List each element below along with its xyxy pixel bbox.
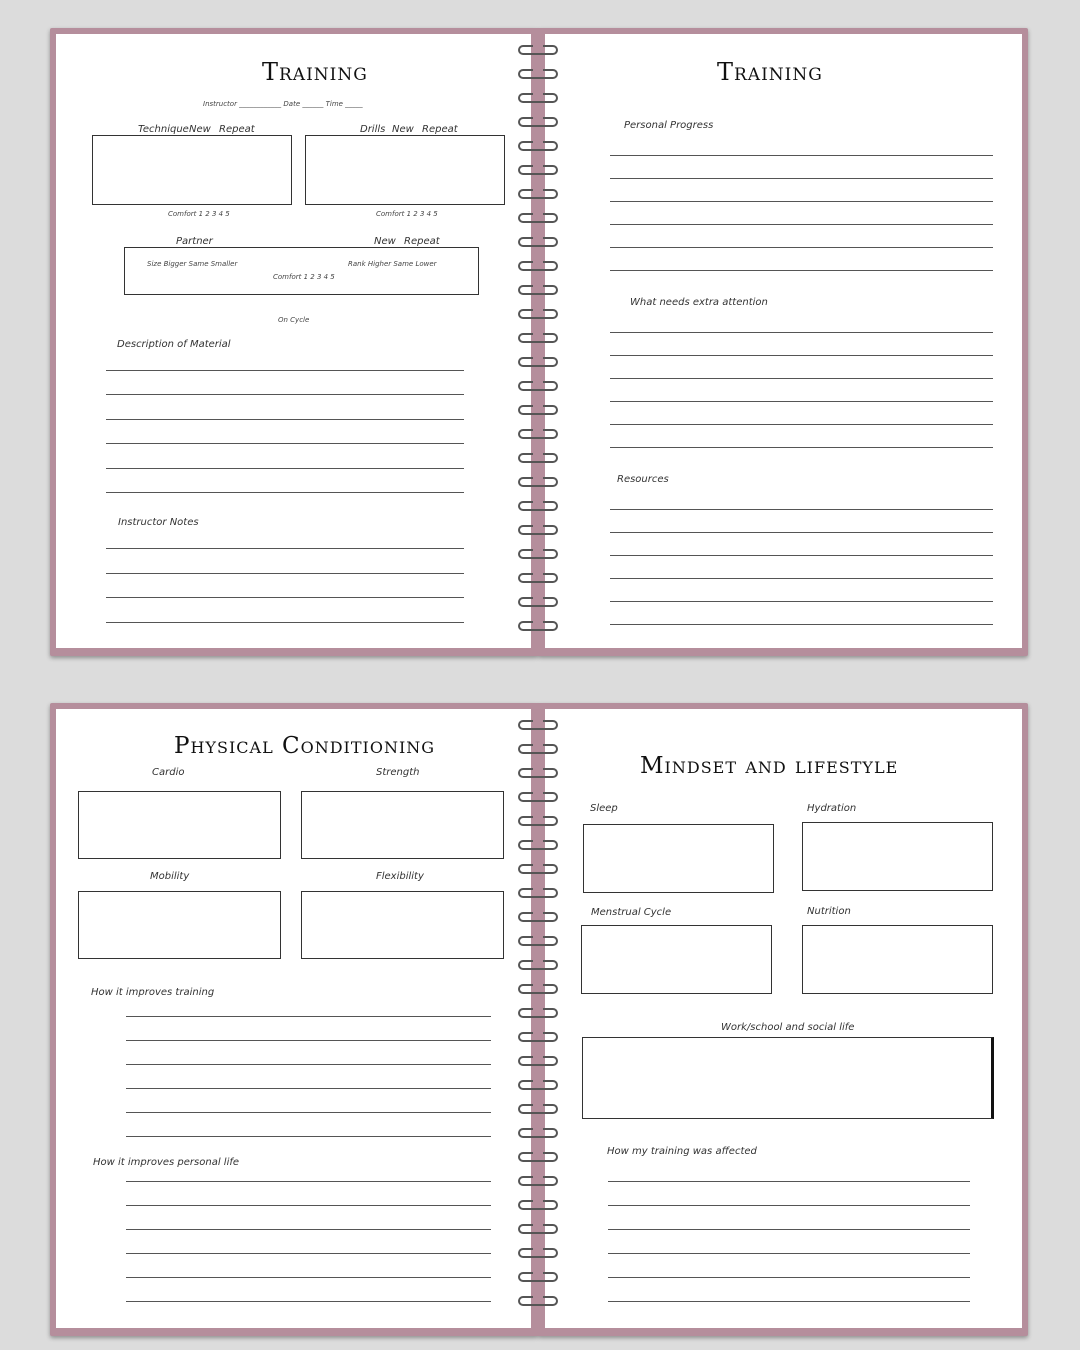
spiral-ring: [515, 1271, 561, 1280]
page-physical-conditioning: [50, 703, 538, 1336]
spiral-ring: [515, 1247, 561, 1256]
technique-box[interactable]: [92, 135, 292, 205]
sleep-box[interactable]: [583, 824, 774, 893]
spiral-ring: [515, 188, 561, 197]
spiral-ring: [515, 1055, 561, 1064]
spiral-binding: [515, 715, 561, 1324]
drills-box[interactable]: [305, 135, 505, 205]
nutrition-box[interactable]: [802, 925, 993, 994]
spiral-ring: [515, 1127, 561, 1136]
spiral-ring: [515, 260, 561, 269]
spiral-ring: [515, 500, 561, 509]
improves-training-line[interactable]: [126, 1016, 491, 1017]
resources-line[interactable]: [610, 532, 993, 533]
partner-label: Partner: [176, 236, 213, 247]
attention-line[interactable]: [610, 378, 993, 379]
technique-label: Technique: [138, 124, 189, 135]
extra-attention-label: What needs extra attention: [630, 297, 768, 308]
attention-line[interactable]: [610, 355, 993, 356]
page-title: Training: [717, 58, 823, 86]
mobility-label: Mobility: [150, 871, 190, 882]
spiral-ring: [515, 524, 561, 533]
partner-comfort-scale: Comfort 1 2 3 4 5: [273, 273, 335, 281]
improves-life-line[interactable]: [126, 1253, 491, 1254]
description-line[interactable]: [106, 468, 464, 469]
spiral-ring: [515, 863, 561, 872]
spiral-ring: [515, 815, 561, 824]
spiral-ring: [515, 983, 561, 992]
spiral-ring: [515, 572, 561, 581]
attention-line[interactable]: [610, 401, 993, 402]
description-label: Description of Material: [117, 339, 231, 350]
spiral-ring: [515, 1295, 561, 1304]
spiral-ring: [515, 935, 561, 944]
sleep-label: Sleep: [590, 803, 618, 814]
progress-line[interactable]: [610, 201, 993, 202]
work-social-label: Work/school and social life: [721, 1022, 855, 1033]
work-social-box[interactable]: [582, 1037, 994, 1119]
affected-line[interactable]: [608, 1181, 970, 1182]
partner-repeat-label: Repeat: [404, 236, 440, 247]
affected-line[interactable]: [608, 1277, 970, 1278]
notes-line[interactable]: [106, 573, 464, 574]
progress-line[interactable]: [610, 224, 993, 225]
improves-life-label: How it improves personal life: [93, 1157, 240, 1168]
page-title: Training: [262, 58, 368, 86]
flexibility-box[interactable]: [301, 891, 504, 959]
personal-progress-label: Personal Progress: [624, 120, 714, 131]
spiral-ring: [515, 1103, 561, 1112]
resources-line[interactable]: [610, 578, 993, 579]
cardio-box[interactable]: [78, 791, 281, 859]
spiral-ring: [515, 620, 561, 629]
spiral-ring: [515, 596, 561, 605]
training-affected-label: How my training was affected: [607, 1146, 757, 1157]
page-training-left: [50, 28, 538, 656]
improves-training-line[interactable]: [126, 1136, 491, 1137]
resources-label: Resources: [617, 474, 669, 485]
spiral-ring: [515, 791, 561, 800]
improves-life-line[interactable]: [126, 1181, 491, 1182]
spiral-ring: [515, 308, 561, 317]
description-line[interactable]: [106, 419, 464, 420]
improves-life-line[interactable]: [126, 1277, 491, 1278]
description-line[interactable]: [106, 443, 464, 444]
improves-life-line[interactable]: [126, 1205, 491, 1206]
affected-line[interactable]: [608, 1301, 970, 1302]
progress-line[interactable]: [610, 270, 993, 271]
spiral-binding: [515, 40, 561, 644]
spiral-ring: [515, 140, 561, 149]
page-training-right: [538, 28, 1028, 656]
size-row: Size Bigger Same Smaller: [147, 260, 238, 268]
menstrual-cycle-label: Menstrual Cycle: [591, 907, 672, 918]
spiral-ring: [515, 164, 561, 173]
spiral-ring: [515, 1199, 561, 1208]
drills-label: Drills: [360, 124, 386, 135]
technique-new-label: New: [189, 124, 211, 135]
drills-comfort-scale: Comfort 1 2 3 4 5: [376, 210, 438, 218]
technique-comfort-scale: Comfort 1 2 3 4 5: [168, 210, 230, 218]
progress-line[interactable]: [610, 178, 993, 179]
spiral-ring: [515, 476, 561, 485]
description-line[interactable]: [106, 492, 464, 493]
affected-line[interactable]: [608, 1253, 970, 1254]
progress-line[interactable]: [610, 155, 993, 156]
strength-label: Strength: [376, 767, 420, 778]
spiral-ring: [515, 839, 561, 848]
partner-box[interactable]: [124, 247, 479, 295]
spiral-ring: [515, 236, 561, 245]
spiral-ring: [515, 1079, 561, 1088]
notebook-spread-training: [50, 28, 1028, 656]
spiral-ring: [515, 959, 561, 968]
improves-training-line[interactable]: [126, 1112, 491, 1113]
spiral-ring: [515, 452, 561, 461]
drills-new-label: New: [392, 124, 414, 135]
notebook-spread-conditioning: [50, 703, 1028, 1336]
affected-line[interactable]: [608, 1205, 970, 1206]
affected-line[interactable]: [608, 1229, 970, 1230]
spiral-ring: [515, 356, 561, 365]
description-line[interactable]: [106, 394, 464, 395]
spiral-ring: [515, 1223, 561, 1232]
spiral-ring: [515, 887, 561, 896]
resources-line[interactable]: [610, 624, 993, 625]
drills-repeat-label: Repeat: [422, 124, 458, 135]
resources-line[interactable]: [610, 555, 993, 556]
improves-training-line[interactable]: [126, 1040, 491, 1041]
header-fields: Instructor ____________ Date ______ Time _____: [203, 100, 363, 108]
improves-training-label: How it improves training: [91, 987, 215, 998]
spiral-ring: [515, 92, 561, 101]
instructor-notes-label: Instructor Notes: [118, 517, 199, 528]
spiral-ring: [515, 380, 561, 389]
description-line[interactable]: [106, 370, 464, 371]
spiral-ring: [515, 1031, 561, 1040]
spiral-ring: [515, 44, 561, 53]
resources-line[interactable]: [610, 509, 993, 510]
page-title: Mindset and lifestyle: [640, 753, 899, 779]
spiral-ring: [515, 743, 561, 752]
attention-line[interactable]: [610, 332, 993, 333]
strength-box[interactable]: [301, 791, 504, 859]
cardio-label: Cardio: [152, 767, 185, 778]
nutrition-label: Nutrition: [807, 906, 851, 917]
spiral-ring: [515, 332, 561, 341]
page-mindset-lifestyle: [538, 703, 1028, 1336]
notes-line[interactable]: [106, 597, 464, 598]
spiral-ring: [515, 212, 561, 221]
spiral-ring: [515, 404, 561, 413]
improves-life-line[interactable]: [126, 1229, 491, 1230]
progress-line[interactable]: [610, 247, 993, 248]
notes-line[interactable]: [106, 548, 464, 549]
mobility-box[interactable]: [78, 891, 281, 959]
improves-training-line[interactable]: [126, 1064, 491, 1065]
spiral-ring: [515, 1151, 561, 1160]
partner-new-label: New: [374, 236, 396, 247]
notes-line[interactable]: [106, 622, 464, 623]
attention-line[interactable]: [610, 447, 993, 448]
spiral-ring: [515, 767, 561, 776]
spiral-ring: [515, 116, 561, 125]
attention-line[interactable]: [610, 424, 993, 425]
spiral-ring: [515, 548, 561, 557]
flexibility-label: Flexibility: [376, 871, 424, 882]
menstrual-cycle-box[interactable]: [581, 925, 772, 994]
spiral-ring: [515, 1175, 561, 1184]
on-cycle-label: On Cycle: [278, 316, 310, 324]
spiral-ring: [515, 284, 561, 293]
improves-training-line[interactable]: [126, 1088, 491, 1089]
spiral-ring: [515, 719, 561, 728]
improves-life-line[interactable]: [126, 1301, 491, 1302]
spiral-ring: [515, 1007, 561, 1016]
spiral-ring: [515, 68, 561, 77]
resources-line[interactable]: [610, 601, 993, 602]
spiral-ring: [515, 911, 561, 920]
spiral-ring: [515, 428, 561, 437]
hydration-label: Hydration: [807, 803, 857, 814]
page-title: Physical Conditioning: [174, 733, 436, 759]
hydration-box[interactable]: [802, 822, 993, 891]
technique-repeat-label: Repeat: [219, 124, 255, 135]
rank-row: Rank Higher Same Lower: [348, 260, 437, 268]
